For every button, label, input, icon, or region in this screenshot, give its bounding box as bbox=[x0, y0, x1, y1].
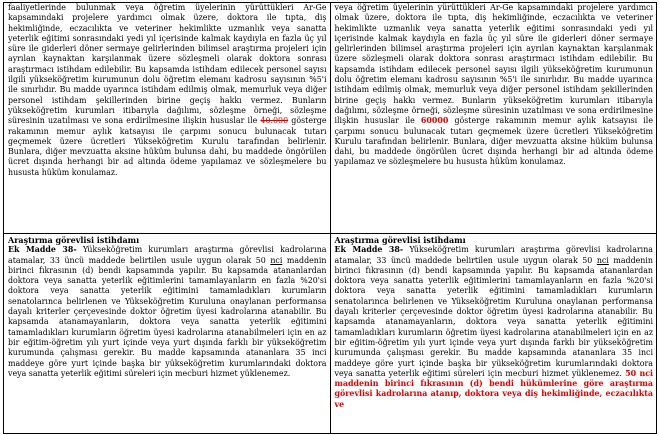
right-bottom-paragraph bbox=[335, 245, 654, 410]
left-nci-suffix: nci bbox=[270, 255, 283, 265]
table-row bbox=[4, 3, 657, 234]
left-bottom-text-b: maddenin birinci fıkrasının (d) bendi kapsamında yapılır. Bu kapsamda atananlardan doktora veya sanatta yeterlik eğitimlerini tamamlayanların en fazla %20'si doktora veya sanatta yeterlik eğitimini tamamladıkları kurumların senatolarınca belirlenen ve Yükseköğretim Kuruluna onaylanan performansa dayalı kriterler çerçevesinde doktor öğretim üyesi kadrolarına atanabilir. Bu kapsamda atanamayanların, doktora veya sanatta yeterlik eğitimini tamamladıkları kurumların öğretim üyesi kadrolarına atanabilmeleri için en az bir eğitim-öğretim yılı yurt içinde veya yurt dışında farklı bir yükseköğretim kurumunda çalışması gerekir. Bu madde kapsamında atananlara 35 inci maddeye göre yurt içinde başka bir yükseköğretim kurumlarındaki doktora veya sanatta yeterlik eğitimi süreleri için mecburi hizmet yüklenemez. bbox=[8, 255, 327, 378]
new-amount: 60000 bbox=[420, 116, 449, 126]
right-nci-suffix: nci bbox=[596, 255, 609, 265]
left-bottom-cell bbox=[4, 234, 331, 434]
right-bottom-text-b: maddenin birinci fıkrasının (d) bendi kapsamında yapılır. Bu kapsamda atananlardan doktora veya sanatta yeterlik eğitimlerini tamamlayanların en fazla %20'si doktora veya sanatta yeterlik eğitimini tamamladıkları kurumların senatolarınca belirlenen ve Yükseköğretim Kuruluna onaylanan performansa dayalı kriterler çerçevesinde doktor öğretim üyesi kadrolarına atanabilir. Bu kapsamda atanamayanların, doktora veya sanatta yeterlik eğitimini tamamladıkları kurumların öğretim üyesi kadrolarına atanabilmeleri için en az bir eğitim-öğretim yılı yurt içinde veya yurt dışında farklı bir yükseköğretim kurumunda çalışması gerekir. Bu madde kapsamında atananlara 35 inci maddeye göre yurt içinde başka bir yükseköğretim kurumlarındaki doktora veya sanatta yeterlik eğitimi süreleri için mecburi hizmet yüklenemez. bbox=[334, 255, 653, 378]
right-top-paragraph bbox=[335, 3, 654, 168]
right-section-heading: Araştırma görevlisi istihdamı bbox=[334, 235, 466, 245]
right-article-label: Ek Madde 38- bbox=[334, 245, 404, 255]
left-article-label: Ek Madde 38- bbox=[8, 245, 77, 255]
left-section-heading: Araştırma görevlisi istihdamı bbox=[8, 235, 140, 245]
right-top-cell bbox=[330, 3, 657, 234]
left-top-text-a: faaliyetlerinde bulunmak veya öğretim üyelerinin yürüttükleri Ar-Ge kapsamındaki projelere yardımcı olmak üzere, doktora ile tıpta, diş hekimliğinde, eczacılıkta ve veteriner hekimlikte uzmanlık veya sanatta yeterlik eğitimi sonrasındaki yedi yıl içerisinde kalmak kaydıyla en fazla üç yıl süre ile giderleri döner sermaye gelirlerinden bilimsel araştırma projeleri için ayrılan kaynaktan karşılanmak üzere sözleşmeli olarak doktora sonrası araştırmacı istihdam edilebilir. Bu kapsamda istihdam edilecek personel sayısı ilgili yükseköğretim kurumunun dolu öğretim elemanı kadrosu sayısının %5'i ile sınırlıdır. Bu madde uyarınca istihdam edilmiş olmak, memurluk veya diğer personel istihdam şekillerinden birine geçiş hakkı vermez. Bunların yükseköğretim kurumları itibarıyla dağılımı, sözleşme örneği, sözleşme süresinin uzatılması ve sona erdirilmesine ilişkin hususlar ile bbox=[8, 3, 327, 126]
deleted-amount: 40.000 bbox=[260, 116, 289, 126]
comparison-table bbox=[3, 2, 657, 434]
left-bottom-text-a: Yükseköğretim kurumları araştırma görevlisi kadrolarına atamalar, 33 üncü maddede belirtilen usule uygun olarak 50 bbox=[8, 245, 327, 265]
left-top-text-b: gösterge rakamının memur aylık katsayısı ile çarpımı sonucu bulunacak tutarı geçmemek üzere ücretleri Yükseköğretim Kurulu tarafından belirlenir. Bunlara, diğer mevzuatta aksine hüküm bulunsa dahi, bu maddede öngörülen ücret dışında herhangi bir ad altında ödeme yapılamaz ve sözleşmelere bu hususta hüküm konulamaz. bbox=[8, 116, 327, 177]
right-bottom-text-a: Yükseköğretim kurumları araştırma görevlisi kadrolarına atamalar, 33 üncü maddede belirtilen usule uygun olarak 50 bbox=[334, 245, 653, 265]
left-bottom-paragraph bbox=[8, 245, 327, 379]
left-top-cell bbox=[4, 3, 331, 234]
added-provision-text: 50 nci maddenin birinci fıkrasının (d) bendi hükümlerine göre araştırma görevlisi kadrolarına atanıp, doktora veya diş hekimliğinde, eczacılıkta ve bbox=[334, 368, 653, 409]
right-top-text-a: veya öğretim üyelerinin yürüttükleri Ar-Ge kapsamındaki projelere yardımcı olmak üzere, doktora ile tıpta, diş hekimliğinde, eczacılıkta ve veteriner hekimlikte uzmanlık veya sanatta yeterlik eğitimi sonrasındaki yedi yıl içerisinde kalmak kaydıyla en fazla üç yıl süre ile giderleri döner sermaye gelirlerinden bilimsel araştırma projeleri için ayrılan kaynaktan karşılanmak üzere sözleşmeli olarak doktora sonrası araştırmacı istihdam edilebilir. Bu kapsamda istihdam edilecek personel sayısı ilgili yükseköğretim kurumunun dolu öğretim elemanı kadrosu sayısının %5'i ile sınırlıdır. Bu madde uyarınca istihdam edilmiş olmak, memurluk veya diğer personel istihdam şekillerinden birine geçiş hakkı vermez. Bunların yükseköğretim kurumları itibarıyla dağılımı, sözleşme örneği, sözleşme süresinin uzatılması ve sona erdirilmesine ilişkin hususlar ile bbox=[334, 3, 653, 126]
right-top-text-b: gösterge rakamının memur aylık katsayısı ile çarpımı sonucu bulunacak tutarı geçmemek üzere ücretleri Yükseköğretim Kurulu tarafından belirlenir. Bunlara, diğer mevzuatta aksine hüküm bulunsa dahi, bu maddede öngörülen ücret dışında herhangi bir ad altında ödeme yapılamaz ve sözleşmelere bu hususta hüküm konulamaz. bbox=[334, 116, 653, 167]
table-row bbox=[4, 234, 657, 434]
left-top-paragraph bbox=[8, 3, 327, 178]
right-bottom-cell bbox=[330, 234, 657, 434]
